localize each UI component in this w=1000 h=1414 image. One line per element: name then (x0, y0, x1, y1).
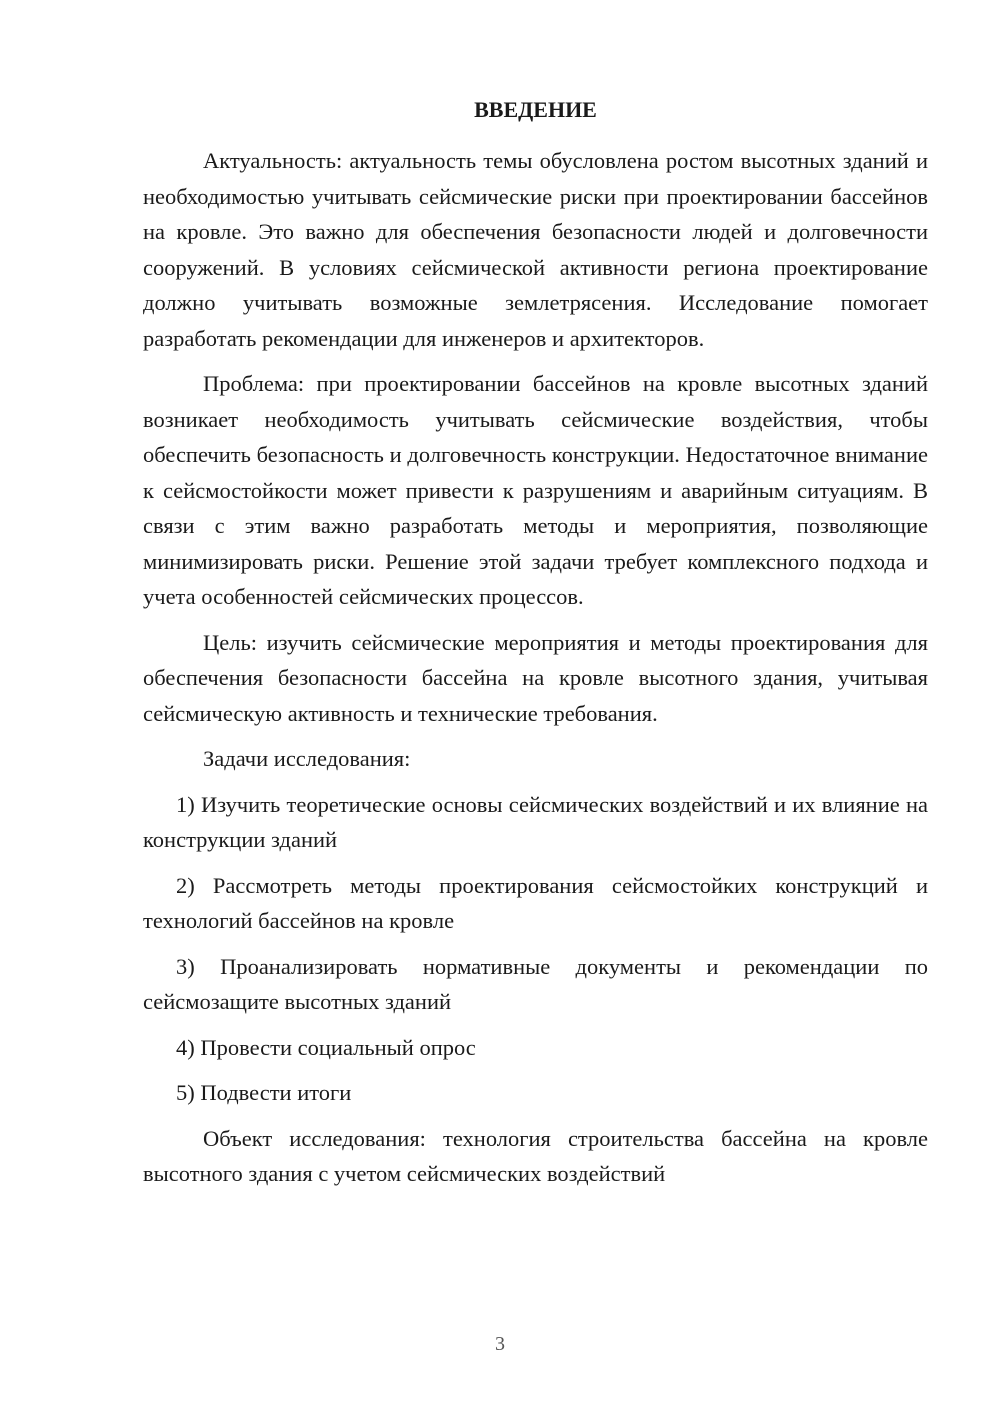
task-item-5: 5) Подвести итоги (176, 1080, 352, 1105)
page-title: ВВЕДЕНИЕ (474, 97, 597, 122)
task-item-1: 1) Изучить теоретические основы сейсмических воздействий и их влияние на конструкции зданий (143, 791, 928, 852)
relevance-paragraph: Актуальность: актуальность темы обусловлена ростом высотных зданий и необходимостью учитывать сейсмические риски при проектировании бассейнов на кровле. Это важно для обеспечения безопасности людей и долговечности сооружений. В условиях сейсмической активности региона проектирование должно учитывать возможные землетрясения. Исследование помогает разработать рекомендации для инженеров и архитекторов. (143, 148, 928, 351)
problem-paragraph: Проблема: при проектировании бассейнов на кровле высотных зданий возникает необходимость учитывать сейсмические воздействия, чтобы обеспечить безопасность и долговечность конструкции. Недостаточное внимание к сейсмостойкости может привести к разрушениям и аварийным ситуациям. В связи с этим важно разработать методы и мероприятия, позволяющие минимизировать риски. Решение этой задачи требует комплексного подхода и учета особенностей сейсмических процессов. (143, 371, 928, 609)
page-number: 3 (495, 1333, 505, 1355)
document-page (143, 92, 928, 1202)
tasks-heading: Задачи исследования: (203, 746, 411, 771)
goal-paragraph: Цель: изучить сейсмические мероприятия и методы проектирования для обеспечения безопасности бассейна на кровле высотного здания, учитывая сейсмическую активность и технические требования. (143, 629, 928, 726)
object-paragraph: Объект исследования: технология строительства бассейна на кровле высотного здания с учетом сейсмических воздействий (143, 1125, 928, 1186)
task-item-2: 2) Рассмотреть методы проектирования сейсмостойких конструкций и технологий бассейнов на кровле (143, 872, 928, 933)
task-item-4: 4) Провести социальный опрос (176, 1034, 476, 1060)
task-item-3: 3) Проанализировать нормативные документы и рекомендации по сейсмозащите высотных зданий (143, 953, 928, 1014)
